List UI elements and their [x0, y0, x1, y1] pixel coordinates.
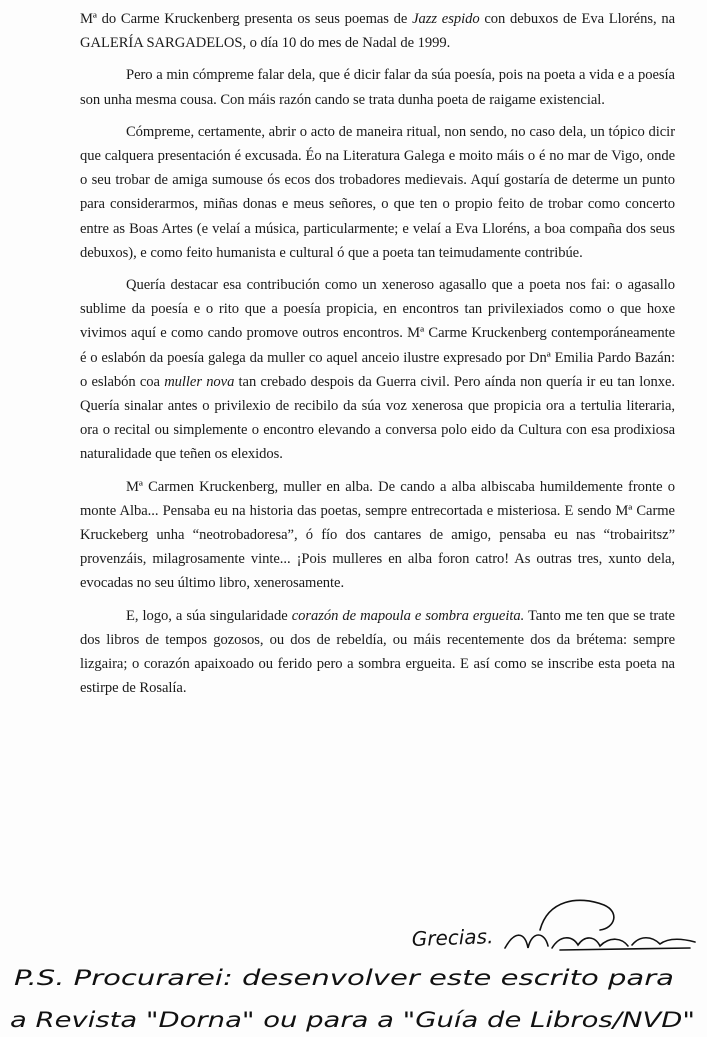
paragraph-6-emphasis: corazón de mapoula e sombra ergueita.: [291, 607, 525, 624]
handwritten-ps-line-2: a Revista "Dorna" ou para a "Guía de Libros/NVD": [10, 1008, 695, 1033]
paragraph-1-text-b: con debuxos de Eva Lloréns, na GALERÍA SARGADELOS, o día 10 do mes de Nadal de 1999.: [80, 11, 675, 52]
paragraph-2: Pero a min cómpreme falar dela, que é dicir falar da súa poesía, pois na poeta a vida e a poesía son unha mesma cousa. Con máis razón cando se trata dunha poeta de raigame existencial.: [80, 67, 675, 108]
paragraph-4-text-b: tan crebado despois da Guerra civil. Pero aínda non quería ir eu tan lonxe. Quería sinalar antes o privilexio de recibilo da súa voz xenerosa que propicia ora a tertulia literaria, ora o recital ou simplemente o encontro elevando a conversa polo eido da Cultura con esa prodixiosa naturalidade que teñen os elexidos.: [80, 373, 675, 463]
paragraph-1: [80, 7, 675, 55]
handwritten-ps-line-1: P.S. Procurarei: desenvolver este escrito para: [14, 966, 674, 991]
paragraph-4-text-a: Quería destacar esa contribución como un xeneroso agasallo que a poeta nos fai: o agasallo sublime da poesía e o rito que a poesía propicia, en encontros tan privilexiados como o que hoxe vivimos aquí e como cando promove outros encontros. Mª Carme Kruckenberg contemporáneamente é o eslabón da poesía galega da muller co aquel anceio ilustre expresado por Dnª Emilia Pardo Bazán: o eslabón coa: [80, 277, 675, 390]
paragraph-6-text-a: E, logo, a súa singularidade: [126, 607, 292, 624]
paragraph-5: Mª Carmen Kruckenberg, muller en alba. De cando a alba albiscaba humildemente fronte o monte Alba... Pensaba eu na historia das poetas, sempre entrecortada e misteriosa. E sendo Mª Carme Kruckeberg unha “neotrobadoresa”, ó fío dos cantares de amigo, pensaba eu nas “trobairitsz” provenzáis, milagrosamente vinte... ¡Pois mulleres en alba foron catro! As outras tres, xunto dela, evocadas no seu último libro, xenerosamente.: [80, 478, 675, 592]
document-body: [80, 7, 675, 708]
signature-scribble: [505, 900, 695, 950]
paragraph-4: [80, 273, 675, 467]
paragraph-1-text-a: Mª do Carme Kruckenberg presenta os seus poemas de: [80, 11, 413, 27]
paragraph-3: Cómpreme, certamente, abrir o acto de maneira ritual, non sendo, no caso dela, un tópico dicir que calquera presentación é excusada. Éo na Literatura Galega e moito máis o é no mar de Vigo, onde o seu trobar de amiga sumouse ós ecos dos trobadores medievais. Aquí gostaría de determe un punto para considerarmos, miñas donas e meus señores, o que ten o propio feito de trobar como concerto entre as Boas Artes (e velaí a música, particularmente; e velaí a Eva Lloréns, a boa compaña dos seus debuxos), e como feito humanista e cultural ó que a poeta tan teimudamente contribúe.: [80, 123, 675, 261]
paragraph-1-emphasis: Jazz espido: [412, 11, 480, 27]
paragraph-6: [80, 604, 675, 701]
paragraph-4-emphasis: muller nova: [164, 373, 235, 390]
handwritten-thanks: Grecias.: [411, 924, 494, 951]
paragraph-6-text-b: Tanto me ten que se trate dos libros de tempos gozosos, ou dos de rebeldía, ou máis recentemente dos da brétema: sempre lizgaira; o corazón apaixoado ou ferido pero a sombra ergueita. E así como se inscribe esta poeta na estirpe de Rosalía.: [80, 607, 675, 697]
